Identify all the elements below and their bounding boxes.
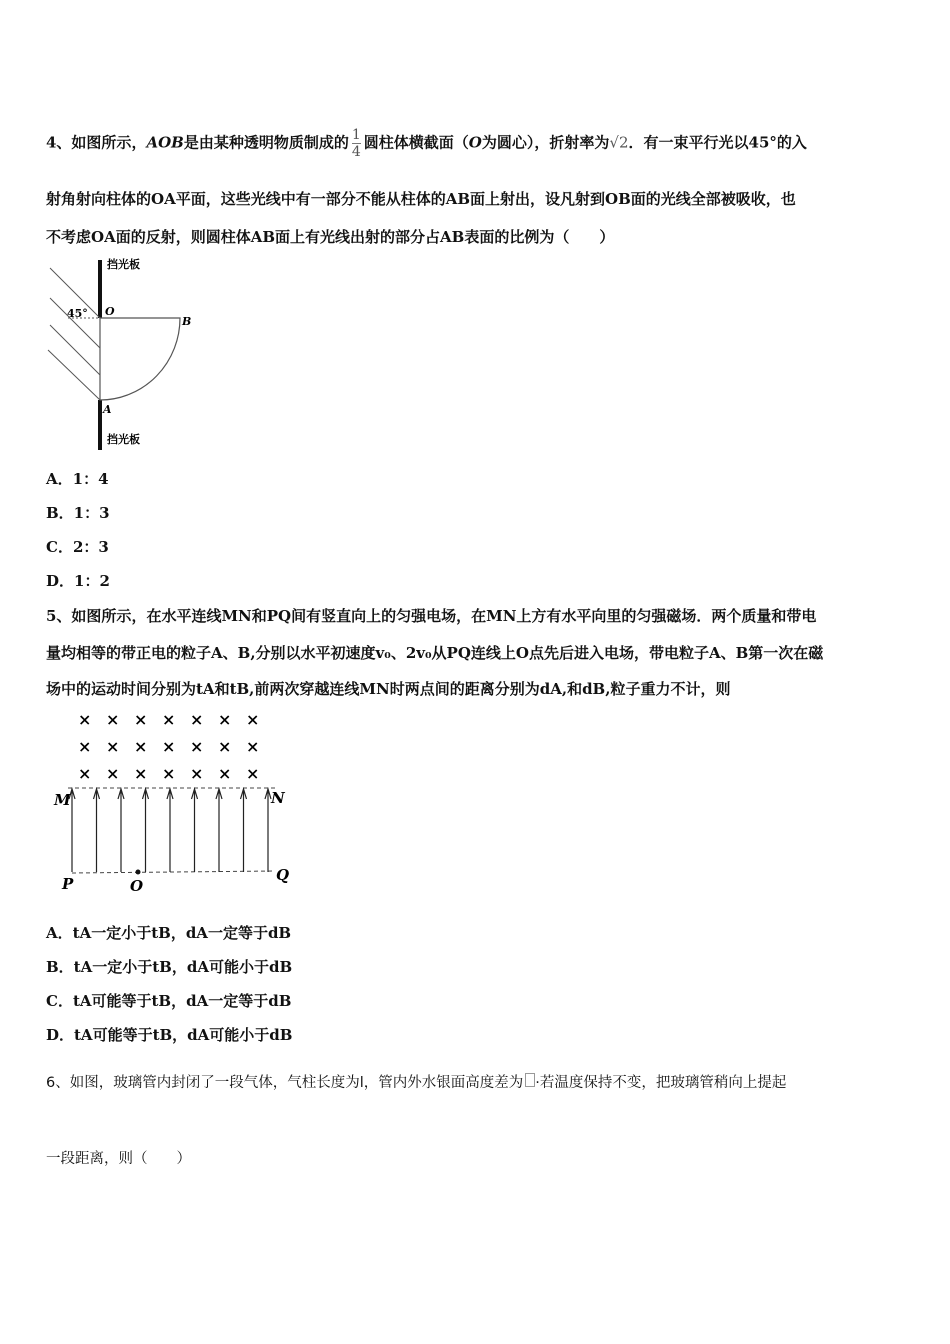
- cross-mark: ×: [218, 710, 232, 729]
- cross-mark: ×: [162, 737, 176, 756]
- q5-option-b: B．tA一定小于tB，dA可能小于dB: [46, 958, 293, 976]
- q5-line1: 5、如图所示，在水平连线MN和PQ间有竖直向上的匀强电场，在MN上方有水平向里的匀强磁场．两个质量和带电: [46, 607, 817, 625]
- quarter-cylinder: [100, 318, 180, 400]
- point-a: A: [103, 403, 112, 416]
- field-arrow: [94, 789, 100, 872]
- cross-mark: ×: [218, 737, 232, 756]
- top-shield: [98, 260, 102, 318]
- q5-line2: 量均相等的带正电的粒子A、B,分别以水平初速度v₀、2v₀从PQ连线上O点先后进入电场，带电粒子A、B第一次在磁: [46, 644, 824, 662]
- cross-mark: ×: [190, 764, 204, 783]
- q4-line2: 射角射向柱体的OA平面，这些光线中有一部分不能从柱体的AB面上射出，设凡射到OB面的光线全部被吸收，也: [46, 190, 796, 208]
- cross-mark: ×: [78, 764, 92, 783]
- shield-label-top: 挡光板: [107, 258, 140, 271]
- label-m: M: [54, 791, 71, 809]
- field-arrow: [118, 789, 124, 872]
- text: ．有一束平行光以45°的入: [628, 133, 807, 152]
- q5-figure: [50, 705, 300, 900]
- q5-option-a: A．tA一定小于tB，dA一定等于dB: [46, 924, 292, 942]
- q4-option-d: D．1：2: [46, 572, 110, 590]
- cross-mark: ×: [134, 764, 148, 783]
- cross-mark: ×: [106, 710, 120, 729]
- cross-mark: ×: [106, 764, 120, 783]
- label-o: O: [130, 877, 144, 895]
- field-arrow: [216, 789, 222, 872]
- angle-label: 45°: [67, 307, 88, 320]
- light-rays: [48, 268, 100, 400]
- q5-line3: 场中的运动时间分别为tA和tB,前两次穿越连线MN时两点间的距离分别为dA,和dB,粒子重力不计，则: [46, 680, 731, 698]
- q4-option-b: B．1：3: [46, 504, 110, 522]
- q4-option-c: C．2：3: [46, 538, 109, 556]
- sqrt-2: √2: [609, 133, 629, 152]
- text: AOB: [146, 133, 184, 152]
- cross-mark: ×: [134, 737, 148, 756]
- electric-field-arrows: [69, 789, 271, 872]
- point-b: B: [182, 315, 192, 328]
- cross-mark: ×: [246, 710, 260, 729]
- text: 6、如图，玻璃管内封闭了一段气体，气柱长度为l，管内外水银面高度差为: [46, 1075, 524, 1091]
- q6-line2: 一段距离，则（ ）: [46, 1151, 191, 1167]
- q4-line3: 不考虑OA面的反射，则圆柱体AB面上有光线出射的部分占AB表面的比例为（ ）: [46, 228, 615, 246]
- missing-symbol-box: [525, 1073, 535, 1087]
- field-arrow: [192, 789, 198, 872]
- field-arrow: [143, 789, 149, 872]
- q6-line1: [46, 1073, 786, 1093]
- field-arrow: [167, 789, 173, 872]
- shield-label-bottom: 挡光板: [107, 433, 140, 446]
- cross-mark: ×: [190, 737, 204, 756]
- label-n: N: [271, 789, 285, 807]
- q4-option-a: A．1：4: [46, 470, 109, 488]
- field-arrow: [241, 789, 247, 872]
- bottom-shield: [98, 400, 102, 450]
- magnetic-field-crosses: [78, 710, 259, 783]
- line-pq: [72, 871, 275, 873]
- fraction: [352, 127, 361, 160]
- point-o-dot: [136, 870, 141, 875]
- text: 4、如图所示，: [46, 133, 147, 152]
- q4-figure: [40, 255, 240, 455]
- text: O: [468, 133, 482, 152]
- cross-mark: ×: [190, 710, 204, 729]
- cross-mark: ×: [162, 764, 176, 783]
- label-q: Q: [276, 866, 290, 884]
- q5-option-d: D．tA可能等于tB，dA可能小于dB: [46, 1026, 293, 1044]
- cross-mark: ×: [246, 764, 260, 783]
- q5-option-c: C．tA可能等于tB，dA一定等于dB: [46, 992, 292, 1010]
- text: 是由某种透明物质制成的: [183, 133, 349, 152]
- cross-mark: ×: [246, 737, 260, 756]
- denominator: 4: [351, 144, 361, 160]
- cross-mark: ×: [106, 737, 120, 756]
- q4-line1: [46, 127, 807, 160]
- cross-mark: ×: [218, 764, 232, 783]
- text: 为圆心），折射率为: [481, 133, 610, 152]
- cross-mark: ×: [78, 737, 92, 756]
- label-p: P: [62, 875, 74, 893]
- cross-mark: ×: [162, 710, 176, 729]
- numerator: 1: [351, 127, 361, 143]
- text: 圆柱体横截面（: [363, 133, 469, 152]
- point-o: O: [105, 305, 115, 318]
- cross-mark: ×: [134, 710, 148, 729]
- cross-mark: ×: [78, 710, 92, 729]
- text: ·若温度保持不变，把玻璃管稍向上提起: [535, 1075, 787, 1091]
